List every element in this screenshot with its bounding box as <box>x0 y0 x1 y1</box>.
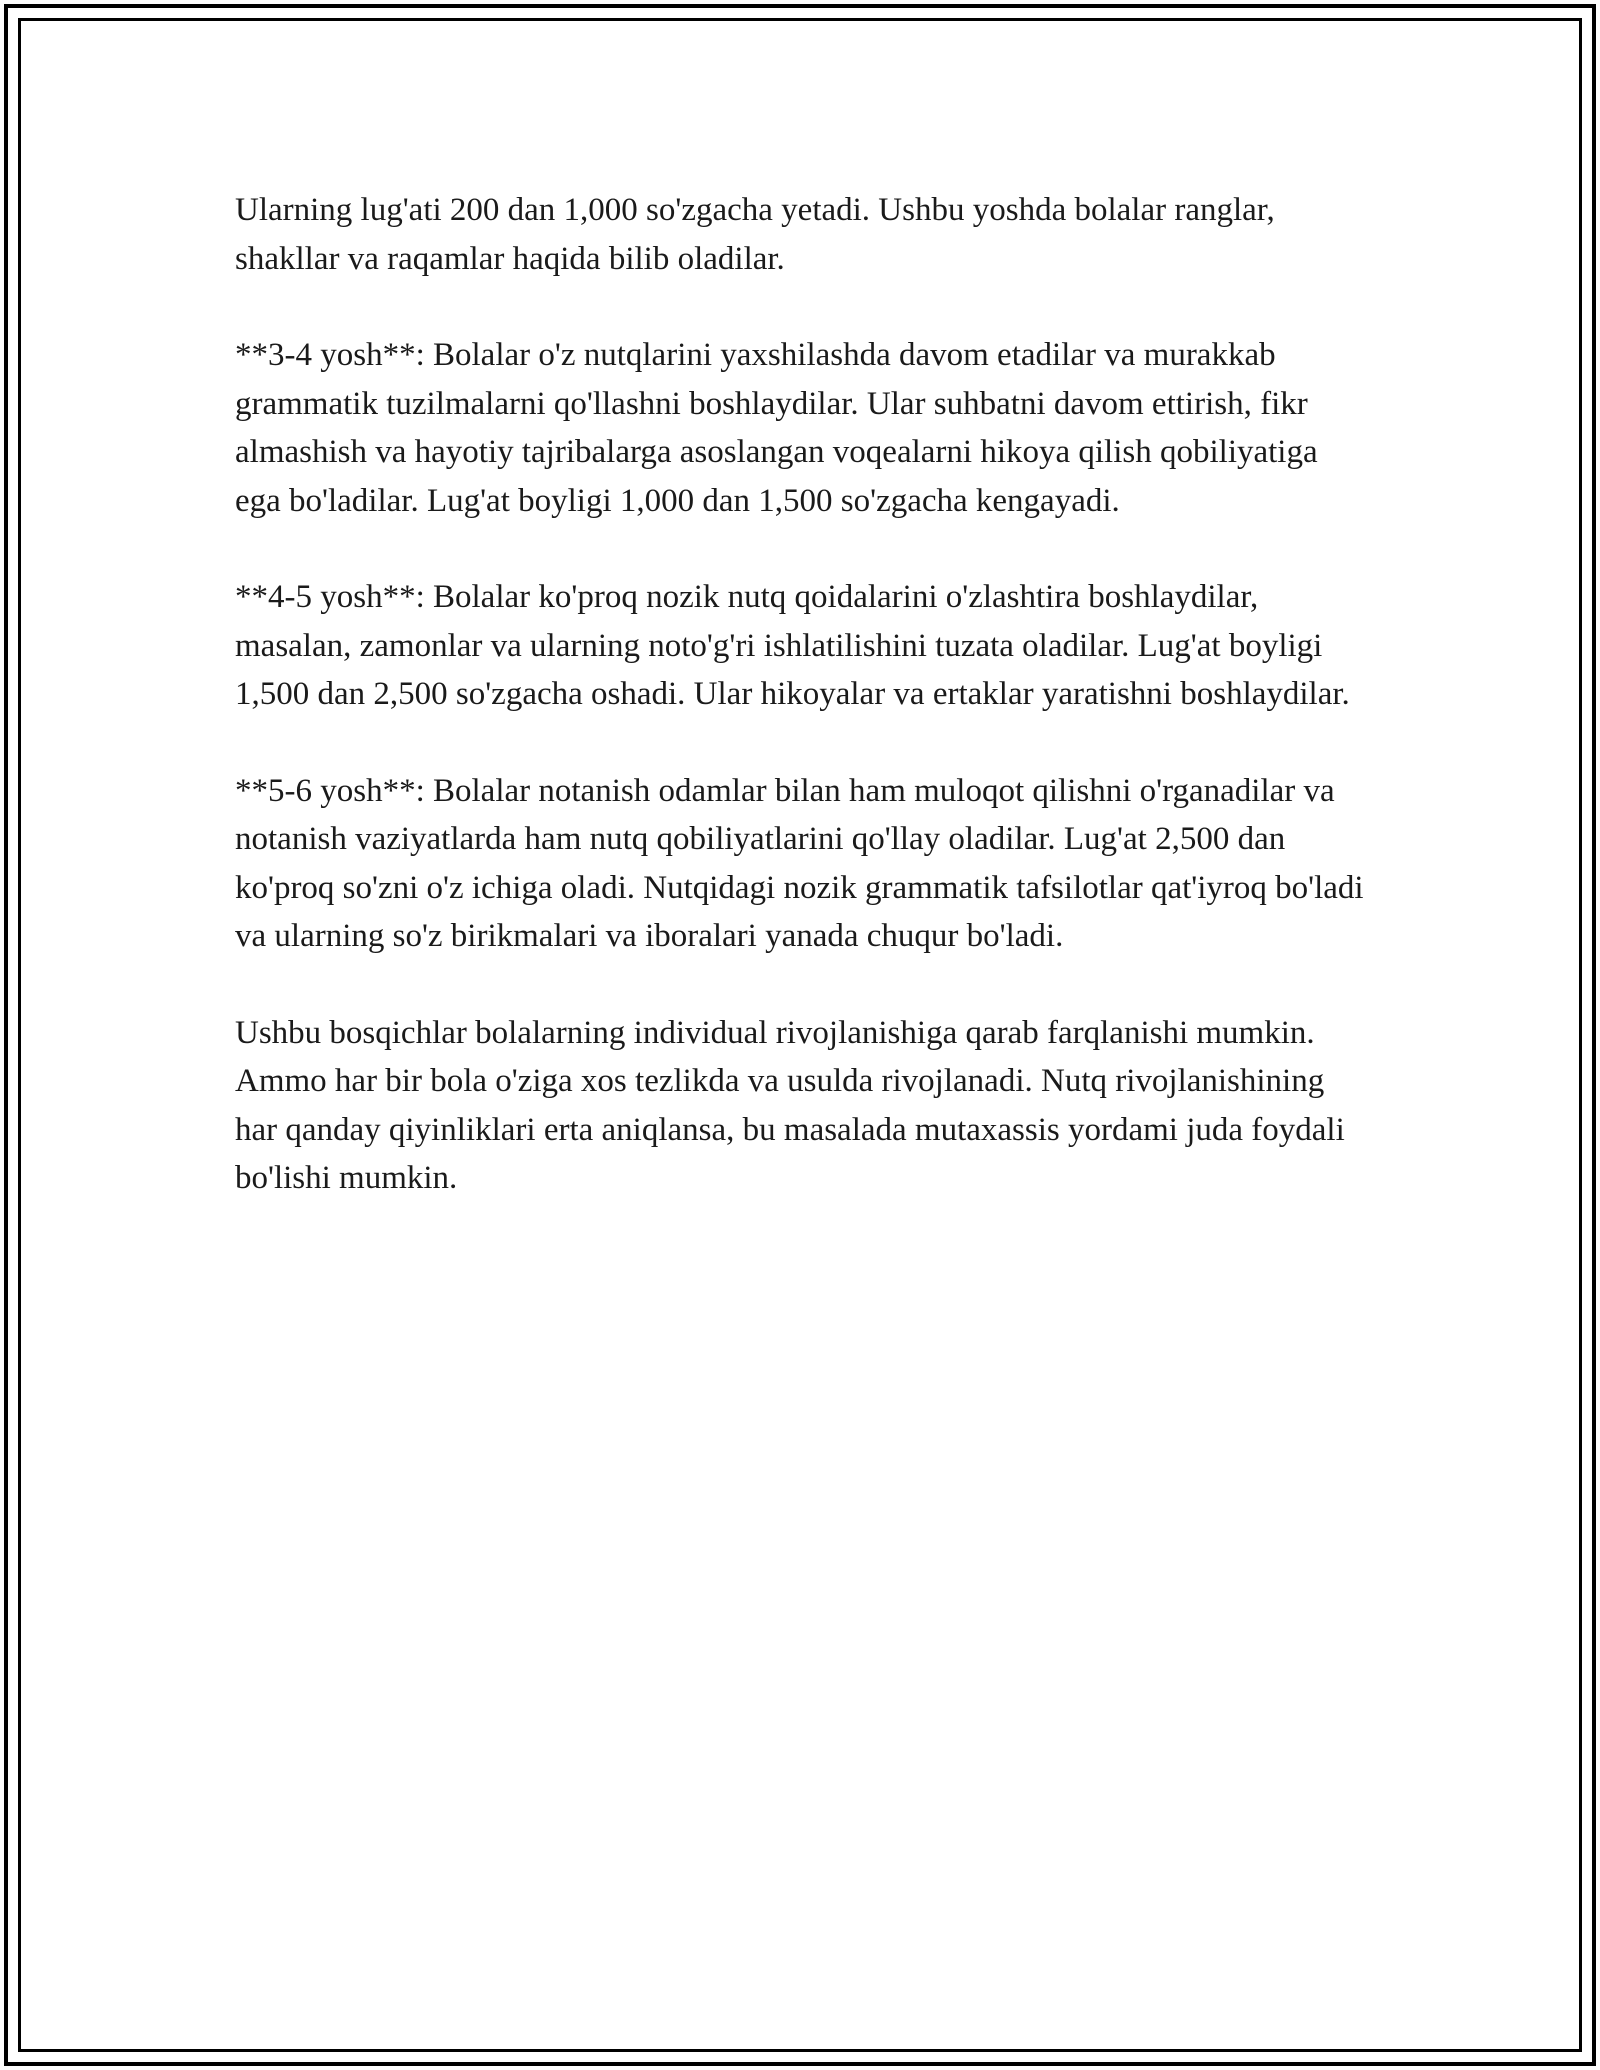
paragraph-age-4-5: **4-5 yosh**: Bolalar ko'proq nozik nutq qoidalarini o'zlashtira boshlaydilar, masalan, zamonlar va ularning noto'g'ri ishlatilishini tuzata oladilar. Lug'at boyligi 1,500 dan 2,500 so'zgacha oshadi. Ular hikoyalar va ertaklar yaratishni boshlaydilar. <box>235 579 1350 712</box>
paragraph-age-5-6: **5-6 yosh**: Bolalar notanish odamlar bilan ham muloqot qilishni o'rganadilar va notanish vaziyatlarda ham nutq qobiliyatlarini qo'llay oladilar. Lug'at 2,500 dan ko'proq so'zni o'z ichiga oladi. Nutqidagi nozik grammatik tafsilotlar qat'iyroq bo'ladi va ularning so'z birikmalari va iboralari yanada chuqur bo'ladi. <box>235 772 1364 954</box>
paragraph-vocabulary-intro: Ularning lug'ati 200 dan 1,000 so'zgacha yetadi. Ushbu yoshda bolalar ranglar, shakllar va raqamlar haqida bilib oladilar. <box>235 192 1275 277</box>
document-body <box>235 186 1365 1251</box>
paragraph-conclusion: Ushbu bosqichlar bolalarning individual rivojlanishiga qarab farqlanishi mumkin. Ammo har bir bola o'ziga xos tezlikda va usulda rivojlanadi. Nutq rivojlanishining har qanday qiyinliklari erta aniqlansa, bu masalada mutaxassis yordami juda foydali bo'lishi mumkin. <box>235 1014 1345 1196</box>
paragraph-age-3-4: **3-4 yosh**: Bolalar o'z nutqlarini yaxshilashda davom etadilar va murakkab grammatik tuzilmalarni qo'llashni boshlaydilar. Ular suhbatni davom ettirish, fikr almashish va hayotiy tajribalarga asoslangan voqealarni hikoya qilish qobiliyatiga ega bo'ladilar. Lug'at boyligi 1,000 dan 1,500 so'zgacha kengayadi. <box>235 337 1318 519</box>
